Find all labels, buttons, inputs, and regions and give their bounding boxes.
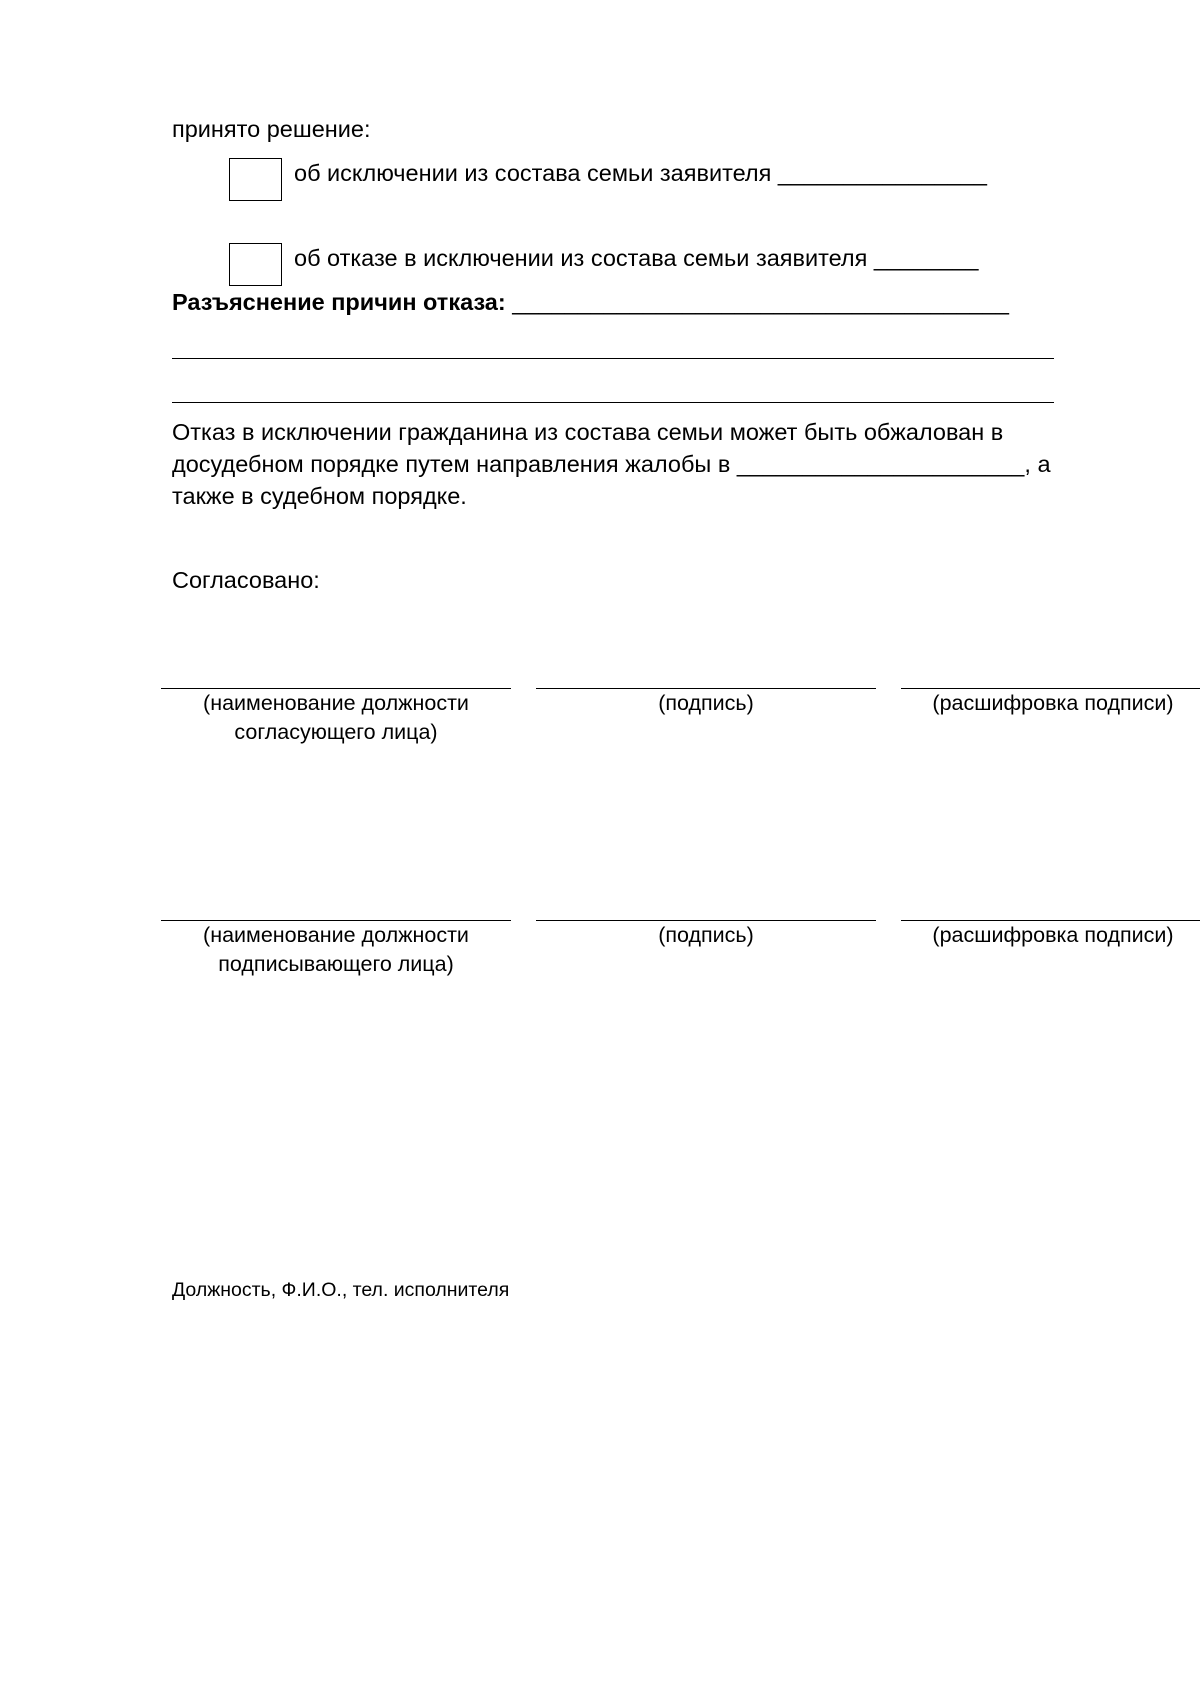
refusal-reasons-blank-line-2: [172, 358, 1054, 359]
executor-footer: Должность, Ф.И.О., тел. исполнителя: [172, 1279, 510, 1301]
sig2-signature-caption: (подпись): [658, 923, 754, 947]
agreed-label: Согласовано:: [172, 567, 320, 593]
sig1-decryption-caption: (расшифровка подписи): [932, 691, 1174, 715]
refusal-reasons-label: Разъяснение причин отказа:: [172, 289, 506, 315]
appeal-paragraph: [172, 418, 1051, 514]
sig2-decryption-caption: (расшифровка подписи): [932, 923, 1174, 947]
exclude-checkbox[interactable]: [229, 158, 282, 201]
refusal-reasons-blank-line-3: [172, 402, 1054, 403]
sig1-signature-caption: (подпись): [658, 691, 754, 715]
decision-heading: принято решение:: [172, 116, 371, 142]
refusal-reasons-line: ______________________________________: [512, 289, 1009, 315]
exclude-option-label: об исключении из состава семьи заявителя ________________: [294, 160, 987, 186]
appeal-line-1: Отказ в исключении гражданина из состава семьи может быть обжалован в: [172, 419, 1004, 445]
appeal-line-3: также в судебном порядке.: [172, 483, 467, 509]
refuse-checkbox[interactable]: [229, 243, 282, 286]
appeal-line-2: досудебном порядке путем направления жалобы в ______________________, а: [172, 451, 1051, 477]
sig2-position-caption: (наименование должности подписывающего лица): [203, 923, 469, 976]
sig1-position-caption: (наименование должности согласующего лица): [203, 691, 469, 744]
refusal-reasons-row: [172, 288, 1009, 316]
refuse-option-label: об отказе в исключении из состава семьи заявителя ________: [294, 245, 979, 271]
